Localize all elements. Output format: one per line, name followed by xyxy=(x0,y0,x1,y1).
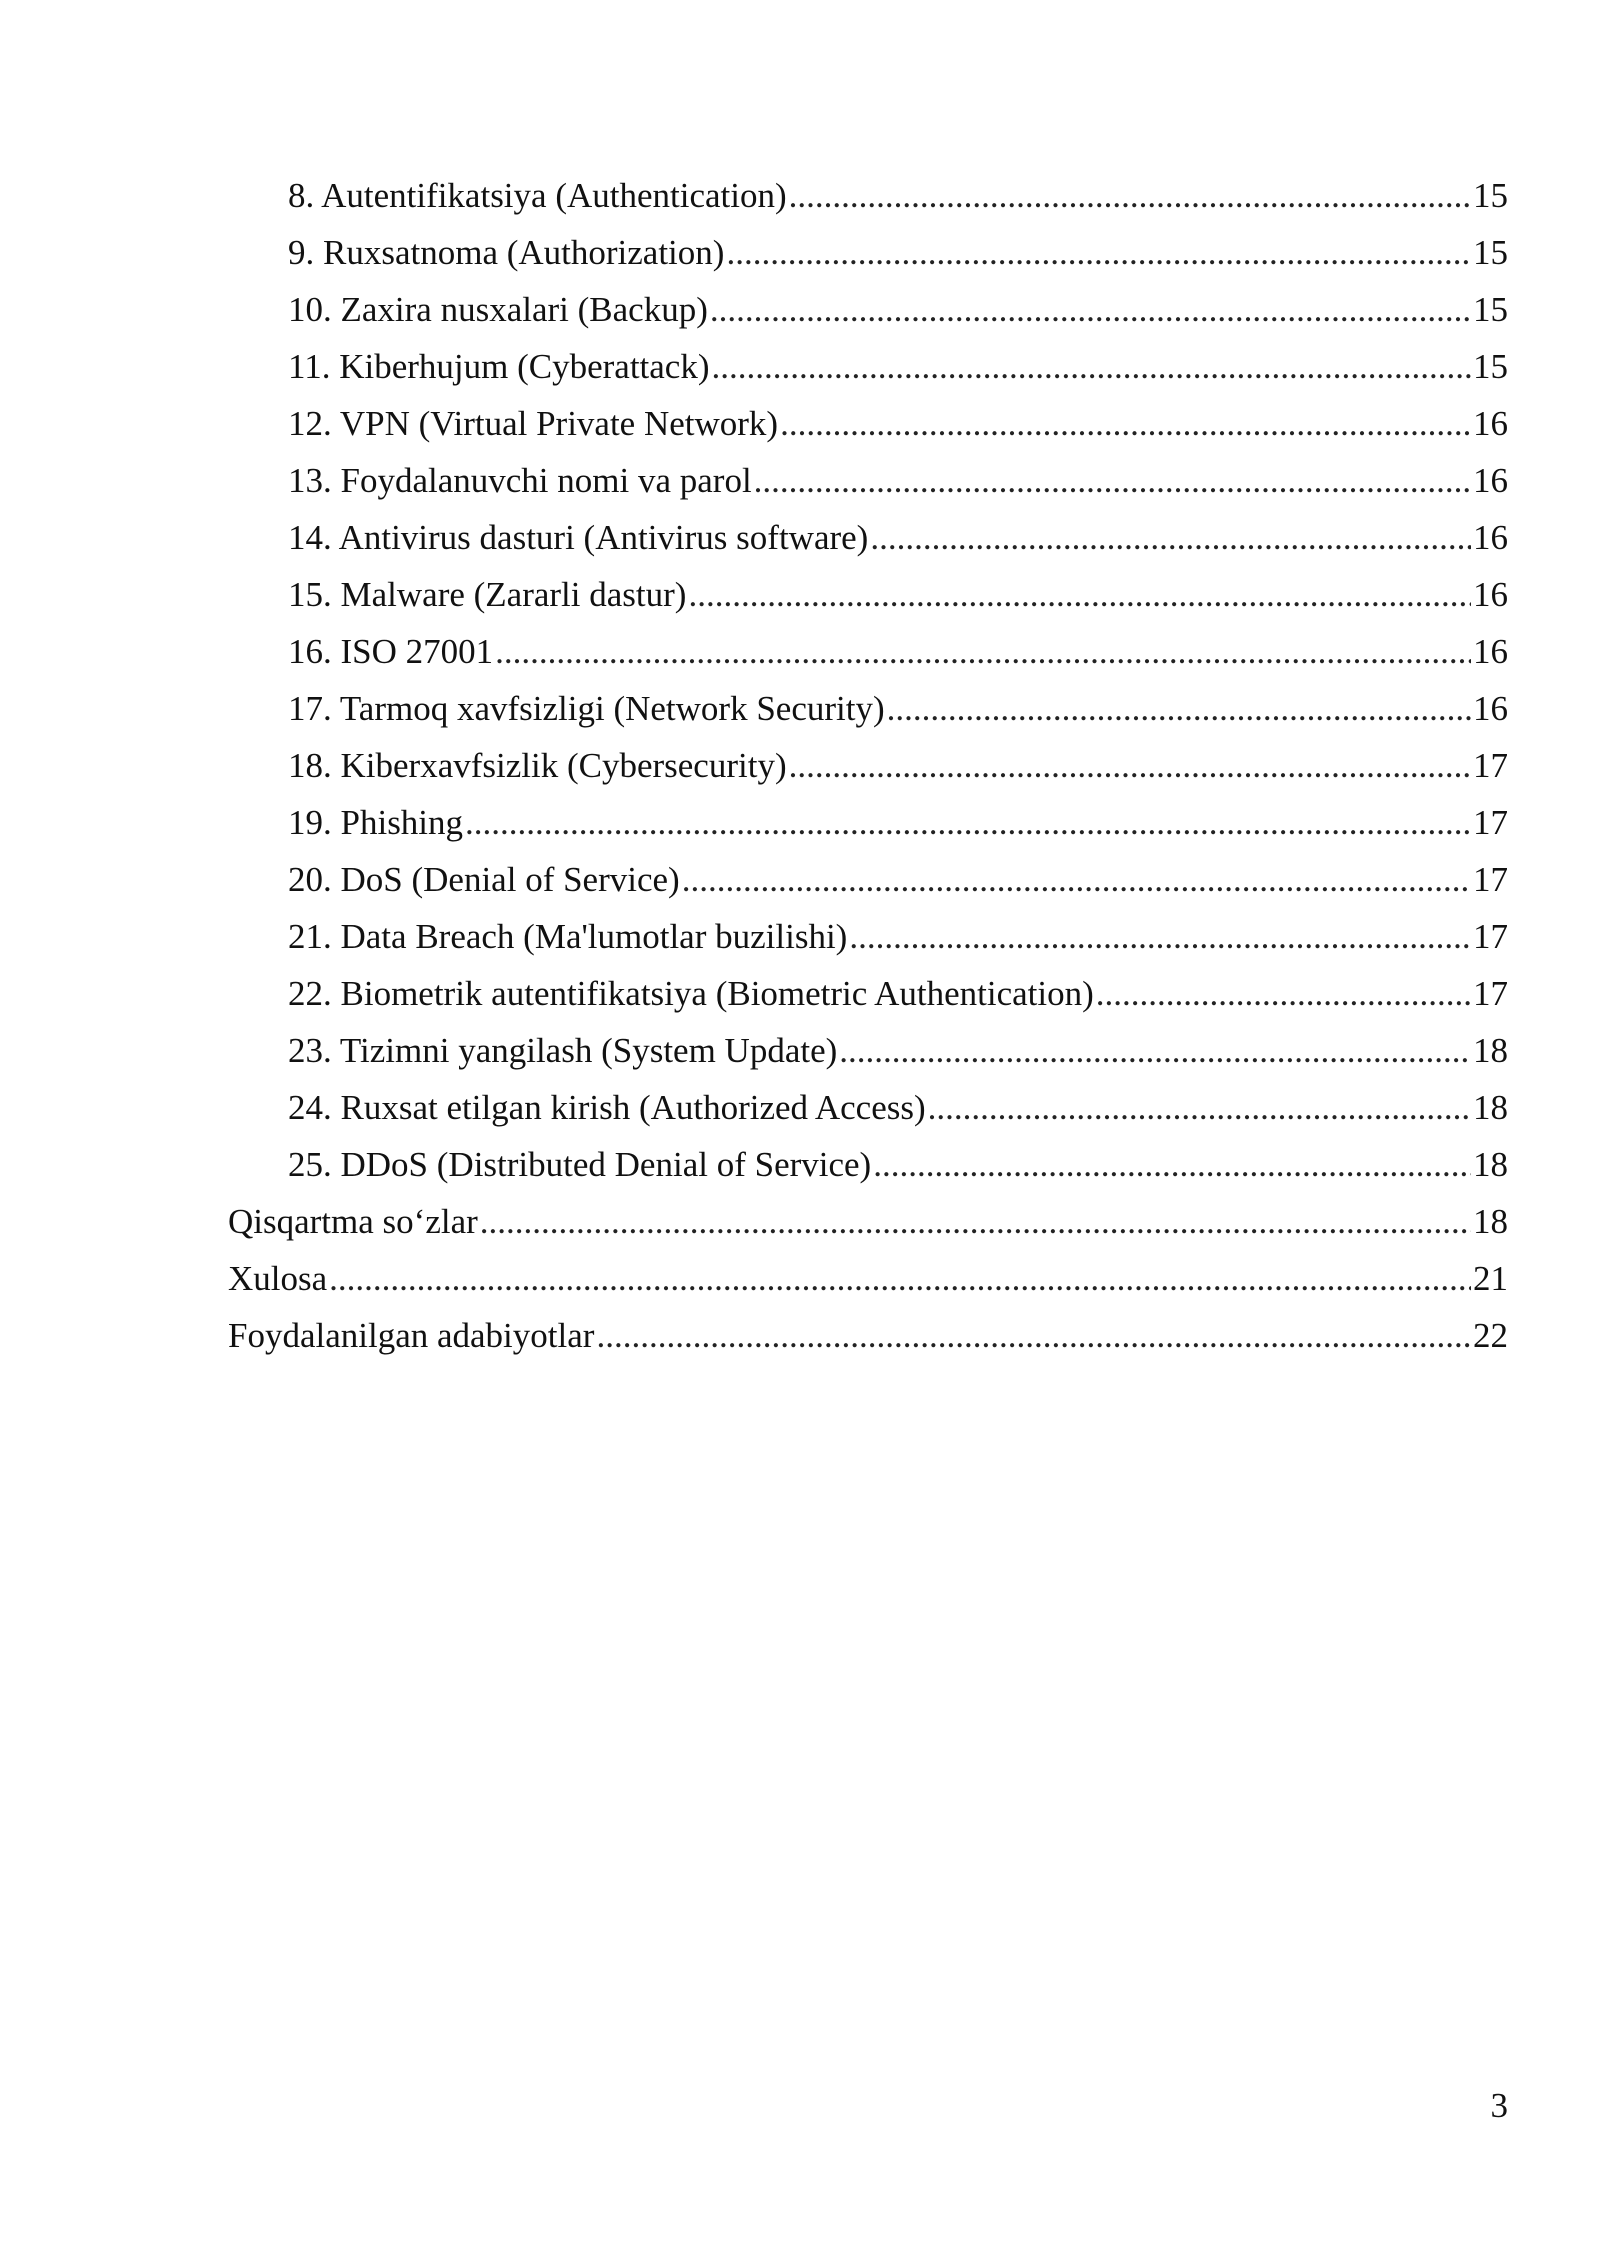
toc-entry-title: 14. Antivirus dasturi (Antivirus software) xyxy=(288,518,869,557)
toc-entry-page: 21 xyxy=(1473,1259,1508,1298)
toc-entry[interactable] xyxy=(228,281,1508,338)
toc-dot-leader xyxy=(873,1136,1471,1193)
toc-entry-title: 13. Foydalanuvchi nomi va parol xyxy=(288,461,752,500)
toc-dot-leader xyxy=(789,167,1471,224)
toc-dot-leader xyxy=(712,338,1472,395)
toc-entry[interactable] xyxy=(228,1193,1508,1250)
toc-dot-leader xyxy=(726,224,1471,281)
toc-entry[interactable] xyxy=(228,1250,1508,1307)
toc-entry-title: Qisqartma so‘zlar xyxy=(228,1202,478,1241)
toc-dot-leader xyxy=(329,1250,1471,1307)
toc-dot-leader xyxy=(839,1022,1471,1079)
toc-entry-title: 12. VPN (Virtual Private Network) xyxy=(288,404,779,443)
toc-entry-title: 10. Zaxira nusxalari (Backup) xyxy=(288,290,708,329)
toc-dot-leader xyxy=(870,509,1471,566)
toc-entry[interactable] xyxy=(228,1136,1508,1193)
toc-entry-title: 11. Kiberhujum (Cyberattack) xyxy=(288,347,710,386)
toc-entry[interactable] xyxy=(228,1079,1508,1136)
toc-entry-page: 17 xyxy=(1473,917,1508,956)
toc-dot-leader xyxy=(480,1193,1471,1250)
toc-entry-title: 15. Malware (Zararli dastur) xyxy=(288,575,687,614)
toc-dot-leader xyxy=(682,851,1471,908)
toc-dot-leader xyxy=(928,1079,1471,1136)
toc-entry[interactable] xyxy=(228,851,1508,908)
toc-entry-page: 16 xyxy=(1473,632,1508,671)
toc-entry-page: 17 xyxy=(1473,803,1508,842)
toc-entry-page: 16 xyxy=(1473,575,1508,614)
toc-entry-title: 8. Autentifikatsiya (Authentication) xyxy=(288,176,787,215)
toc-entry-page: 18 xyxy=(1473,1202,1508,1241)
toc-entry-title: 19. Phishing xyxy=(288,803,464,842)
toc-entry[interactable] xyxy=(228,794,1508,851)
toc-entry[interactable] xyxy=(228,452,1508,509)
toc-entry-page: 16 xyxy=(1473,518,1508,557)
toc-entry-page: 18 xyxy=(1473,1031,1508,1070)
toc-entry-page: 15 xyxy=(1473,290,1508,329)
toc-entry[interactable] xyxy=(228,566,1508,623)
toc-entry-page: 17 xyxy=(1473,746,1508,785)
toc-dot-leader xyxy=(1096,965,1471,1022)
toc-entry-title: 23. Tizimni yangilash (System Update) xyxy=(288,1031,838,1070)
toc-entry-title: 24. Ruxsat etilgan kirish (Authorized Access) xyxy=(288,1088,926,1127)
toc-entry-title: 16. ISO 27001 xyxy=(288,632,494,671)
toc-entry[interactable] xyxy=(228,680,1508,737)
toc-entry-title: 21. Data Breach (Ma'lumotlar buzilishi) xyxy=(288,917,848,956)
toc-entry[interactable] xyxy=(228,509,1508,566)
toc-entry[interactable] xyxy=(228,623,1508,680)
toc-dot-leader xyxy=(780,395,1471,452)
toc-entry-page: 15 xyxy=(1473,347,1508,386)
toc-entry-title: 17. Tarmoq xavfsizligi (Network Security) xyxy=(288,689,885,728)
toc-entry[interactable] xyxy=(228,338,1508,395)
toc-entry-title: 9. Ruxsatnoma (Authorization) xyxy=(288,233,725,272)
page-number: 3 xyxy=(1490,2086,1508,2125)
table-of-contents xyxy=(228,167,1508,1364)
toc-entry-title: Xulosa xyxy=(228,1259,328,1298)
toc-entry-page: 17 xyxy=(1473,860,1508,899)
toc-entry-title: Foydalanilgan adabiyotlar xyxy=(228,1316,595,1355)
toc-entry[interactable] xyxy=(228,1022,1508,1079)
toc-entry-page: 15 xyxy=(1473,176,1508,215)
toc-entry-page: 16 xyxy=(1473,689,1508,728)
toc-entry-title: 22. Biometrik autentifikatsiya (Biometric Authentication) xyxy=(288,974,1094,1013)
toc-dot-leader xyxy=(789,737,1471,794)
toc-entry-title: 18. Kiberxavfsizlik (Cybersecurity) xyxy=(288,746,787,785)
toc-entry[interactable] xyxy=(228,395,1508,452)
toc-entry-page: 16 xyxy=(1473,404,1508,443)
toc-entry-page: 22 xyxy=(1473,1316,1508,1355)
toc-entry-page: 18 xyxy=(1473,1145,1508,1184)
toc-entry-title: 25. DDoS (Distributed Denial of Service) xyxy=(288,1145,872,1184)
toc-dot-leader xyxy=(754,452,1471,509)
toc-dot-leader xyxy=(495,623,1471,680)
toc-entry-page: 16 xyxy=(1473,461,1508,500)
toc-entry[interactable] xyxy=(228,965,1508,1022)
toc-dot-leader xyxy=(688,566,1471,623)
toc-entry-page: 17 xyxy=(1473,974,1508,1013)
toc-dot-leader xyxy=(710,281,1471,338)
toc-entry[interactable] xyxy=(228,908,1508,965)
toc-entry[interactable] xyxy=(228,224,1508,281)
toc-entry-page: 18 xyxy=(1473,1088,1508,1127)
toc-entry[interactable] xyxy=(228,737,1508,794)
toc-dot-leader xyxy=(849,908,1471,965)
toc-entry-title: 20. DoS (Denial of Service) xyxy=(288,860,680,899)
toc-entry[interactable] xyxy=(228,1307,1508,1364)
toc-entry[interactable] xyxy=(228,167,1508,224)
toc-entry-page: 15 xyxy=(1473,233,1508,272)
toc-dot-leader xyxy=(596,1307,1471,1364)
toc-dot-leader xyxy=(887,680,1471,737)
toc-dot-leader xyxy=(465,794,1471,851)
